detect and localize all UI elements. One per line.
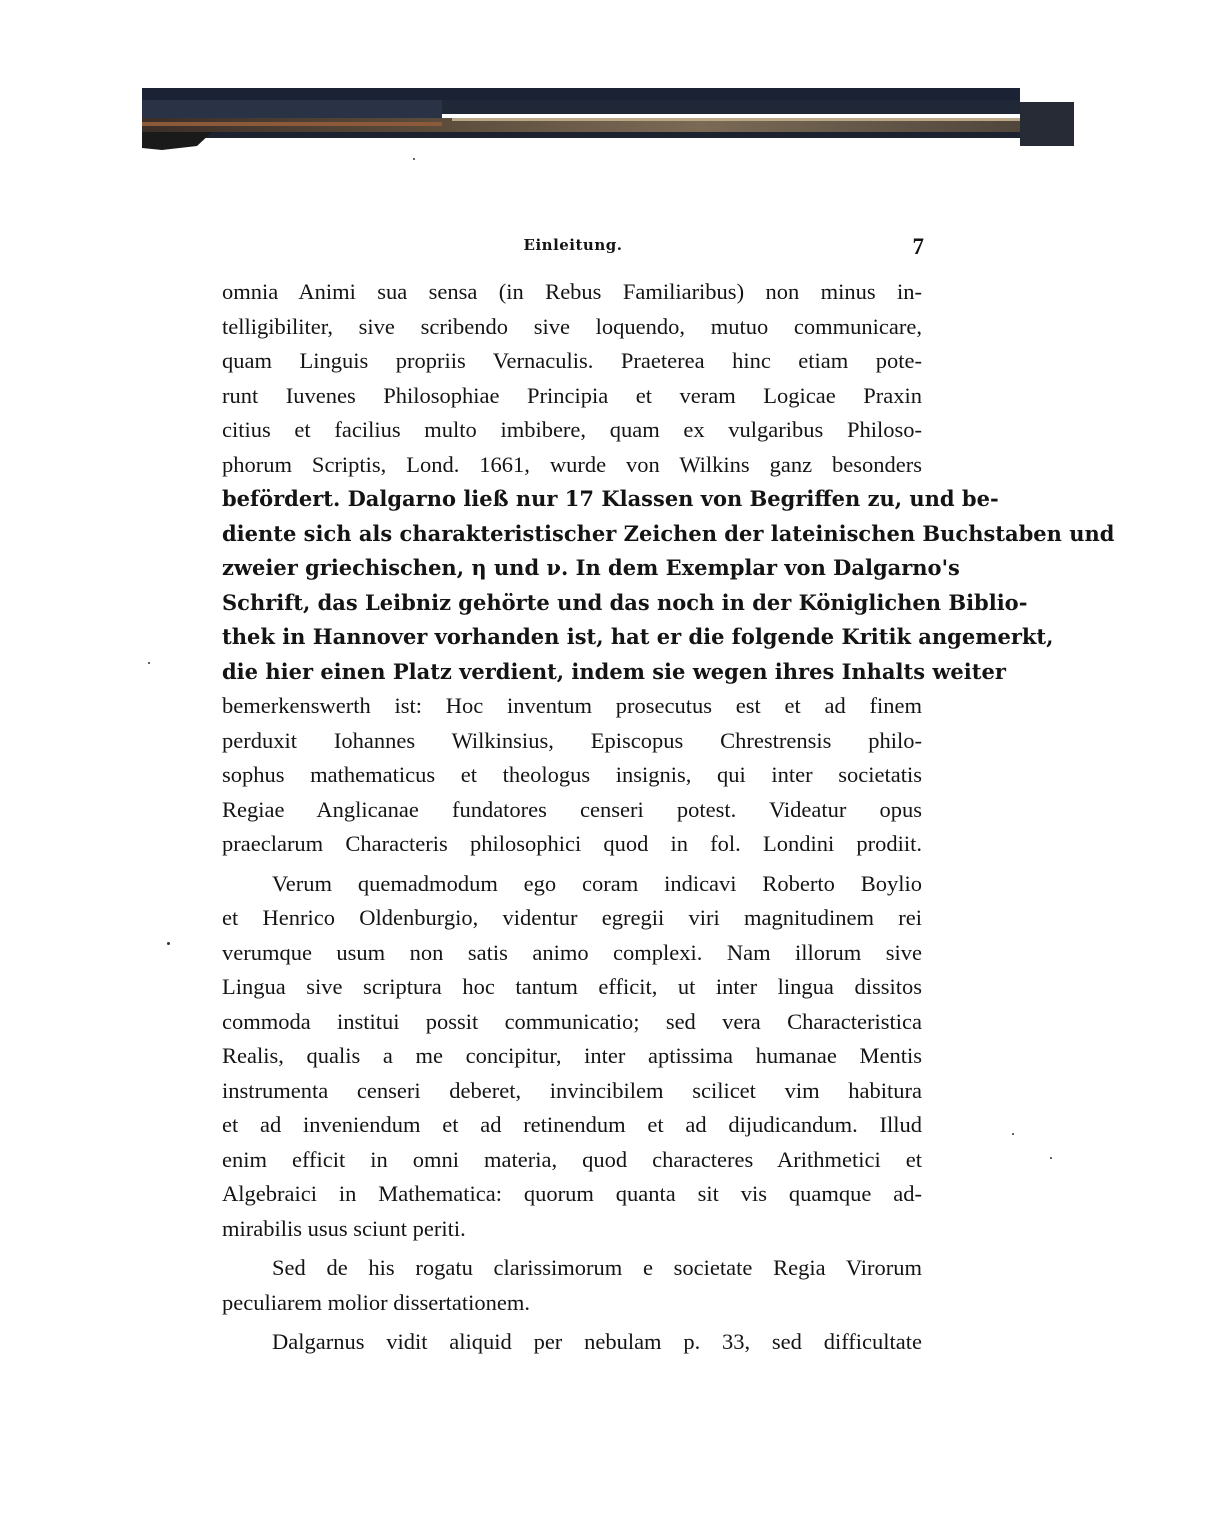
text-line: peculiarem molior dissertationem. — [222, 1289, 531, 1315]
running-head — [222, 236, 924, 264]
text-line: befördert. Dalgarno ließ nur 17 Klassen von Begriffen zu, und be- — [222, 486, 999, 511]
text-line: Lingua sive scriptura hoc tantum efficit, ut inter lingua dissitos — [222, 974, 922, 999]
text-line: Regiae Anglicanae fundatores censeri potest. Videatur opus — [222, 796, 922, 822]
page-number: 7 — [912, 234, 924, 259]
text-line: Verum quemadmodum ego coram indicavi Roberto Boylio — [272, 870, 922, 896]
scan-edge-artifact — [142, 88, 1074, 150]
text-line: phorum Scriptis, Lond. 1661, wurde von Wilkins ganz besonders — [222, 451, 922, 477]
text-line: Sed de his rogatu clarissimorum e societate Regia Virorum — [272, 1255, 922, 1280]
text-line: zweier griechischen, η und ν. In dem Exemplar von Dalgarno's — [222, 555, 960, 580]
text-line: perduxit Iohannes Wilkinsius, Episcopus Chrestrensis philo- — [222, 727, 922, 753]
text-line: quam Linguis propriis Vernaculis. Praeterea hinc etiam pote- — [222, 348, 922, 373]
text-line: thek in Hannover vorhanden ist, hat er die folgende Kritik angemerkt, — [222, 624, 1054, 649]
text-line: enim efficit in omni materia, quod characteres Arithmetici et — [222, 1146, 922, 1172]
scan-speck — [413, 158, 415, 160]
scan-speck — [1050, 1157, 1052, 1159]
text-line: et Henrico Oldenburgio, videntur egregii viri magnitudinem rei — [222, 905, 922, 930]
text-line: et ad inveniendum et ad retinendum et ad dijudicandum. Illud — [222, 1112, 922, 1137]
text-line: commoda institui possit communicatio; sed vera Characteristica — [222, 1008, 922, 1034]
text-line: telligibiliter, sive scribendo sive loquendo, mutuo communicare, — [222, 313, 922, 339]
text-line: runt Iuvenes Philosophiae Principia et veram Logicae Praxin — [222, 382, 922, 408]
text-line: diente sich als charakteristischer Zeichen der lateinischen Buchstaben und — [222, 520, 1115, 546]
text-line: Dalgarnus vidit aliquid per nebulam p. 33, sed difficultate — [272, 1329, 922, 1354]
scan-speck — [167, 942, 170, 945]
text-line: Realis, qualis a me concipitur, inter aptissima humanae Mentis — [222, 1043, 922, 1068]
scan-speck — [148, 662, 150, 664]
text-line: Schrift, das Leibniz gehörte und das noch in der Königlichen Biblio- — [222, 589, 1028, 615]
text-line: verumque usum non satis animo complexi. Nam illorum sive — [222, 939, 922, 965]
text-line: die hier einen Platz verdient, indem sie wegen ihres Inhalts weiter — [222, 658, 1006, 684]
text-block — [222, 275, 1115, 1360]
scan-speck — [1012, 1133, 1014, 1135]
paragraph-4 — [222, 1325, 922, 1360]
text-line: omnia Animi sua sensa (in Rebus Familiaribus) non minus in- — [222, 279, 922, 304]
text-line: bemerkenswerth ist: Hoc inventum prosecutus est et ad finem — [222, 693, 922, 718]
text-line: praeclarum Characteris philosophici quod in fol. Londini prodiit. — [222, 831, 922, 856]
text-line: citius et facilius multo imbibere, quam ex vulgaribus Philoso- — [222, 417, 922, 442]
text-line: Algebraici in Mathematica: quorum quanta sit vis quamque ad- — [222, 1181, 922, 1206]
text-line: sophus mathematicus et theologus insignis, qui inter societatis — [222, 762, 922, 787]
paragraph-3 — [222, 1251, 922, 1320]
running-title: Einleitung. — [523, 236, 623, 254]
paragraph-1 — [222, 275, 1115, 862]
text-line: instrumenta censeri deberet, invincibilem scilicet vim habitura — [222, 1077, 922, 1103]
text-line: mirabilis usus sciunt periti. — [222, 1215, 466, 1241]
paragraph-2 — [222, 867, 922, 1247]
